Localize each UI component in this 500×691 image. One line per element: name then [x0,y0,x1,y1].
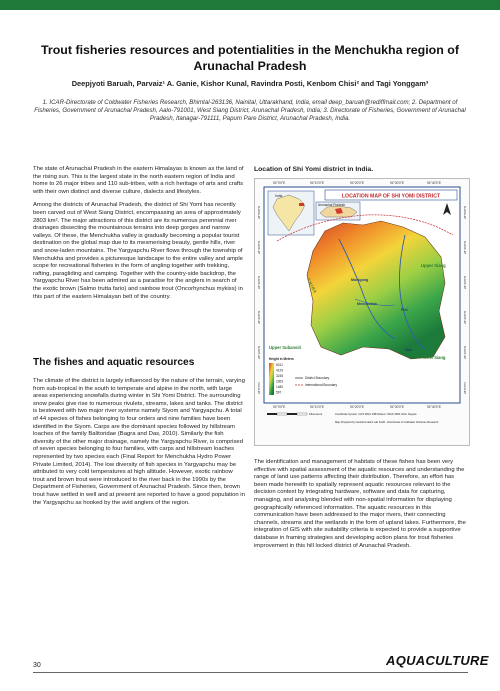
footer-rule [33,672,468,673]
page-number: 30 [33,662,41,669]
affiliations: 1. ICAR-Directorate of Coldwater Fisheries Research, Bhimtal-263136, Nainital, Uttarakhand, India, email deep_baruah@rediffmail.com; 2. Department of Fisheries, Government of Arunachal Pradesh, Aalo-791001, West Siang District, Arunachal Pradesh, India; 3. Directorate of Fisheries, Government of Arunachal Pradesh, Itanagar-791111, Papum Pare District, Arunachal Pradesh, India. [34,99,466,123]
tick-label-top: 94°40'0"E [427,181,442,185]
tick-label-right: 28°50'0"N [463,205,467,219]
scale-unit: Kilometers [309,412,323,416]
right-column [254,459,467,556]
left-column-intro [33,166,246,307]
article-title: Trout fisheries resources and potentialities in the Menchukha region of Arunachal Pradesh [41,43,459,73]
map-title: LOCATION MAP OF SHI YOMI DISTRICT [341,193,441,200]
place-label-monigong: Monigong [351,278,369,282]
tick-label-bottom: 94°0'0"E [273,405,286,409]
tick-label-left: 28°30'0"N [257,275,261,289]
paragraph: The climate of the district is largely influenced by the nature of the terrain, varying from sub-tropical in the south to temperate and alpine in the north, with large areas experiencing snowfalls during winter in Shi Yomi District. The surrounding snow peaks give rise to numerous rivulets, streams, lakes and tanks. The district is bestowed with two major river systems namely Siyom and Yargyapchu. A total of 44 species of fishes belonging to four orders and nine families have been identified in the Siyom. Carps are the dominant species followed by hillstream loaches of the family Balitoridae (Bagra and Das, 2010). Similarly the fish diversity of the other major drainage, namely the Yargyapchu River, is comprised of seven species belonging to four families, with carps and hillstream loaches represented by two species each (Final Report for Menchukha Hydro Power Private Limited, 2014). The low diversity of fish species in Yargyapchu may be attributed to very cold temperatures at high altitude. However, exotic rainbow trout and brown trout were introduced to the river back in the 1990s by the Department of Fisheries, Government of Arunachal Pradesh. Since then, brown trout have settled in well and at present are reported to have a good population in the Yargyapchu as hooked by the avid anglers of the region. [33,378,245,506]
inset-label-india: India [275,194,283,198]
tick-label-top: 94°10'0"E [310,181,325,185]
legend-color-ramp [269,363,274,395]
place-label-upper-subansiri: Upper Subansiri [269,345,302,350]
tick-label-left: 28°40'0"N [257,240,261,254]
tick-label-bottom: 94°10'0"E [310,405,325,409]
paragraph: The state of Arunachal Pradesh in the eastern Himalayas is known as the land of the rising sun. This is the largest state in the north eastern region of India and home to 26 major tribes and 110 sub-tribes, with a rich heritage of arts and crafts with their own distinct and diverse culture, dialects and lifestyles. [33,166,244,195]
tick-label-right: 28°20'0"N [463,310,467,324]
inset-label-state: Arunachal Pradesh [318,203,346,207]
legend-title: Height in Meters [269,357,294,361]
tick-label-left: 28°50'0"N [257,205,261,219]
coordinate-note: Coordinate System: GCS WGS 1984 Datum: WGS 1984 Units: Degree [335,413,417,416]
tick-label-top: 94°20'0"E [350,181,365,185]
legend-district-label: District Boundary [305,376,330,380]
legend-international-label: International Boundary [305,383,338,387]
legend-value: 2363 [276,379,284,384]
figure-caption: Location of Shi Yomi district in India. [254,166,374,173]
scale-bar [267,413,307,415]
tick-label-left: 28°10'0"N [257,345,261,359]
tick-label-right: 28°0'0"N [463,382,467,394]
legend-value: 3245 [276,374,284,378]
tick-label-top: 94°30'0"E [390,181,405,185]
inset-highlight [299,203,304,206]
place-label-upper-siang: Upper Siang [421,263,446,268]
tick-label-top: 94°0'0"E [273,181,286,185]
paragraph: Among the districts of Arunachal Pradesh, the district of Shi Yomi has recently been carved out of West Siang District, encompassing an area of approximately 2803 km². The major attractions of this district are its numerous perennial river drainages dissecting the mountainous terrains into deep gorges and narrow valleys. Of these, the Menchukha valley is gradually becoming a popular tourist destination on the global map due to its mesmerising beauty, gentle hills, river and snow-laden mountains. The Yargyapchu River flows through the township of Menchukha and provides a picturesque landscape to the entire valley and ample scope for recreational fisheries in the form of angling together with trekking, rafting, paragliding and camping. Together with the country-side backdrop, the Yargyapchu River has been admired as a paradise for the anglers in search of the exotic brown (Salmo trutta fario) and rainbow trout (Oncorhynchus mykiss) in this part of the eastern Himalayan belt of the country. [33,202,243,300]
place-label-west-siang: West Siang [423,355,446,360]
left-column-section [33,378,246,513]
legend-value: 4129 [276,368,284,373]
section-heading: The fishes and aquatic resources [33,357,195,368]
author-list: Deepjyoti Baruah, Parvaiz¹ A. Ganie, Kishor Kunal, Ravindra Posti, Kenbom Chisi² and Tagi Yonggam³ [71,79,429,88]
legend-value: 5011 [276,363,283,367]
tick-label-right: 28°30'0"N [463,275,467,289]
top-accent-bar [0,0,500,10]
place-label-pidi: Pidi [401,308,408,312]
tick-label-right: 28°10'0"N [463,345,467,359]
place-label-menchukha: Menchukha [357,302,377,306]
magazine-brand: AQUACULTURE [386,653,489,668]
place-label-tato: Tato [405,348,413,352]
tick-label-bottom: 94°20'0"E [350,405,365,409]
tick-label-left: 28°20'0"N [257,310,261,324]
district-elevation [307,221,445,359]
paragraph: The identification and management of habitats of these fishes has been very effective with spatial assessment of the aquatic resources and understanding the range of land use patterns affecting their distribution. Therefore, an effort has been made herewith to spatially represent aquatic resources relevant to the decision context by integrating hardware, software and data for capturing, managing, and analysing blended with non-spatial information for displaying geographically referenced information. The aquatic resources in this communication have been addressed to the major rivers, their connecting channels, streams and the wetlands in the form of upland lakes. Furthermore, the integration of GIS with site suitability criteria is expected to provide a supportive database in framing strategies and developing action plans for trout fisheries improvement in this hill locked district of Arunachal Pradesh. [254,459,466,549]
tick-label-bottom: 94°30'0"E [390,405,405,409]
tick-label-right: 28°40'0"N [463,240,467,254]
tick-label-left: 28°0'0"N [257,382,261,394]
map-credit: Map Prepared by Geoinformatics Lab ICAR - Directorate of Coldwater Fisheries Research [335,421,439,424]
tick-label-bottom: 94°40'0"E [427,405,442,409]
place-label-china: C H I N A [306,277,318,294]
legend-value: 1480 [276,385,284,389]
legend-value: 597 [276,390,282,395]
location-map [254,178,470,446]
